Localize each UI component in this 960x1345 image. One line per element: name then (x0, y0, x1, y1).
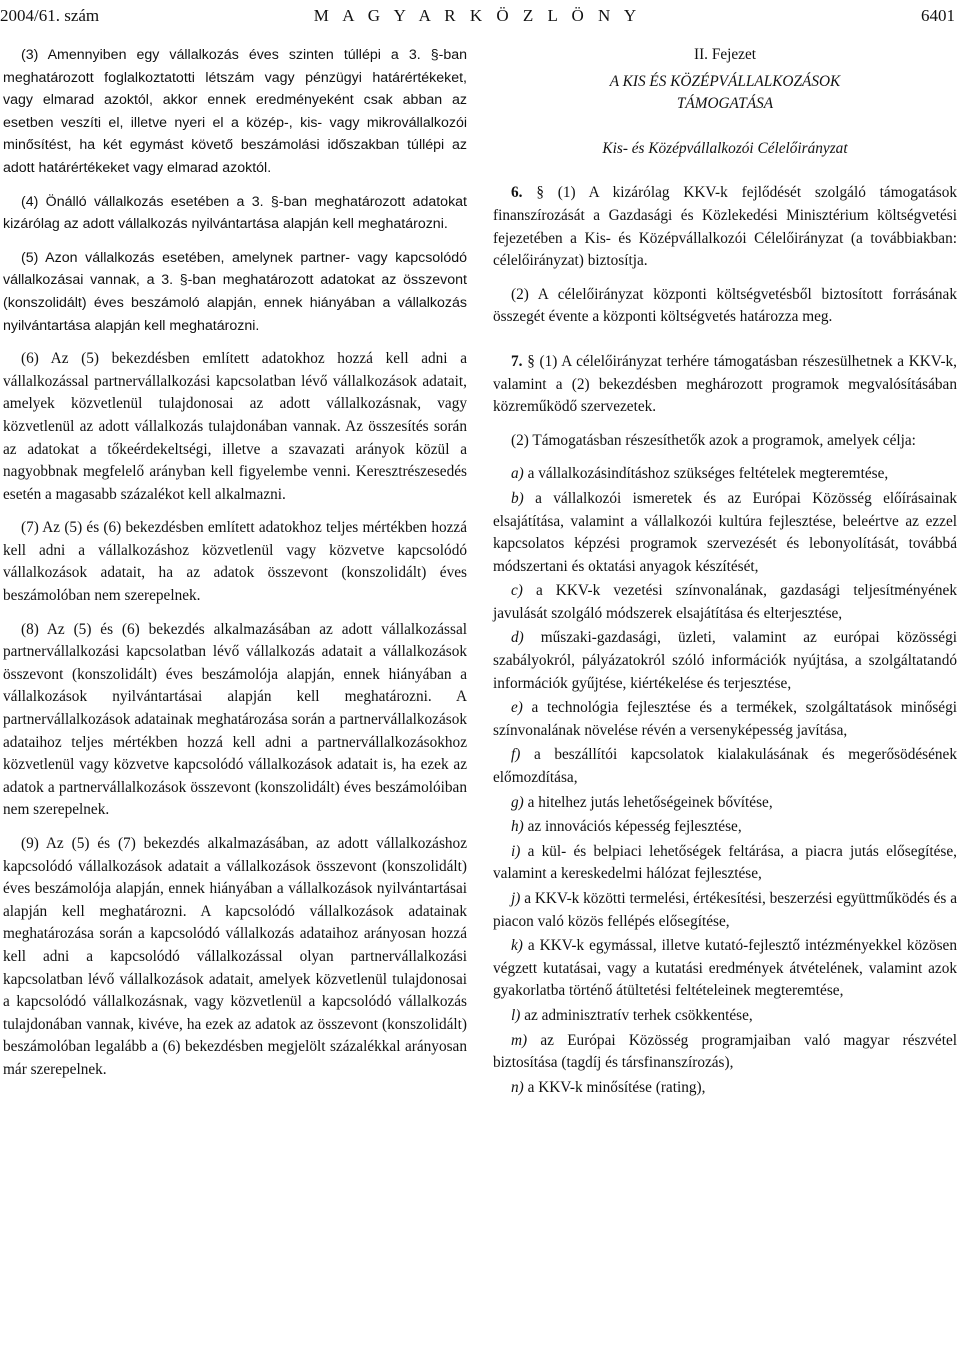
list-item-letter: n) (511, 1078, 524, 1096)
page-number: 6401 (921, 6, 955, 25)
list-item-text: műszaki-gazdasági, üzleti, valamint az európai közösségi szabályokról, pályázatokról szóló információk nyújtása, a szolgáltatandó információk gyűjtése, kiértékelése és terjesztése, (493, 629, 957, 692)
list-item-text: a technológia fejlesztése és a termékek, szolgáltatások minőségi színvonalának növelése révén a versenyképesség javítása, (493, 699, 957, 739)
list-item-text: a vállalkozásindításhoz szükséges feltételek megteremtése, (527, 465, 889, 483)
list-item-letter: b) (511, 489, 524, 507)
list-item-letter: a) (511, 465, 524, 483)
list-item-text: az innovációs képesség fejlesztése, (527, 818, 742, 836)
list-item (493, 888, 957, 933)
list-item (493, 1030, 957, 1075)
list-item-text: a vállalkozói ismeretek és az Európai Közösség előírásainak elsajátítása, valamint a vállalkozói kultúra fejlesztése, beleértve az ezzel kapcsolatos képzési programok szervezését és lebonyolítását, továbbá módszertani és oktatási anyagok készítését, (493, 489, 958, 575)
list-item-letter: l) (511, 1006, 521, 1024)
list-item-text: a beszállítói kapcsolatok kialakulásának és megerősödésének előmozdítása, (493, 746, 957, 787)
list-item-letter: g) (511, 793, 524, 811)
section-subtitle: Kis- és Középvállalkozói Célelőirányzat (602, 139, 848, 157)
section-number: 6. (511, 184, 523, 202)
list-item-text: a kül- és belpiaci lehetőségek feltárása, a piacra jutás elősegítése, valamint a kereskedelmi hálózat fejlesztése, (493, 842, 958, 883)
list-item-text: a KKV-k közötti termelési, értékesítési, beszerzési együttműködés és a piacon való közös fellépés elősegítése, (493, 890, 957, 930)
chapter-title-line1: A KIS ÉS KÖZÉPVÁLLALKOZÁSOK (609, 72, 841, 90)
paragraph: (3) Amennyiben egy vállalkozás éves szinten túllépi a 3. §-ban meghatározott foglalkoztatotti létszám vagy pénzügyi határértékeket, vagy elmarad azoktól, akkor ennek eredményeként csak abban az esetben veszíti el, illetve nyeri el a közép-, kis- vagy mikrovállalkozói minősítést, ha két egymást követő beszámolási időszakban túllépi az adott határértékeket vagy elmarad azoktól. (3, 47, 467, 176)
section-7-paragraph-2: (2) Támogatásban részesíthetők azok a programok, amelyek célja: (511, 431, 916, 449)
paragraph: (5) Azon vállalkozás esetében, amelynek partner- vagy kapcsolódó vállalkozásai vannak, a 3. §-ban meghatározott adatokat az összevont (konszolidált) éves beszámoló alapján, ennek hiányában a vállalkozás nyilvántartása alapján kell meghatározni. (3, 249, 467, 334)
list-item (493, 463, 957, 486)
chapter-heading: II. Fejezet (693, 46, 756, 63)
program-list (493, 463, 957, 1099)
list-item (493, 816, 957, 839)
section-6-paragraph-1: 6. § (1) A kizárólag KKV-k fejlődését szolgáló támogatások finanszírozását a Gazdasági és Közlekedési Minisztérium költségvetési fejezetében a Kis- és Középvállalkozói Célelőirányzat (a továbbiakban: célelőirányzat) biztosítja. (493, 184, 957, 270)
list-item-letter: f) (511, 746, 521, 764)
list-item-text: a KKV-k minősítése (rating), (527, 1078, 706, 1096)
left-column (3, 44, 467, 1093)
list-item (493, 792, 957, 815)
publication-title: M A G Y A R K Ö Z L Ö N Y (313, 6, 642, 25)
list-item-letter: m) (511, 1031, 528, 1049)
page-header (0, 6, 955, 26)
list-item-letter: h) (511, 818, 524, 836)
list-item-text: a hitelhez jutás lehetőségeinek bővítése, (527, 793, 773, 811)
list-item-letter: j) (511, 890, 521, 907)
list-item (493, 1005, 957, 1028)
list-item (493, 580, 957, 625)
list-item-letter: i) (511, 842, 521, 860)
list-item-letter: d) (511, 629, 524, 647)
chapter-title-line2: TÁMOGATÁSA (676, 95, 774, 113)
section-number: 7. (511, 352, 523, 370)
list-item (493, 697, 957, 742)
section-7-paragraph-1: 7. § (1) A célelőirányzat terhére támogatásban részesülhetnek a KKV-k, valamint a (2) bekezdésben meghározott programok megvalósításában közreműködő szervezetek. (493, 352, 958, 416)
list-item (493, 841, 957, 886)
list-item-text: a KKV-k vezetési színvonalának, gazdasági teljesítményének javulását szolgáló módszerek elsajátítása és elterjesztése, (493, 582, 957, 622)
paragraph: (9) Az (5) és (7) bekezdés alkalmazásában, az adott vállalkozáshoz kapcsolódó vállalkozások adatait a vállalkozások összevont (konszolidált) éves beszámolója alapján, ennek hiányában a vállalkozások nyilvántartásai alapján kell meghatározni. A kapcsolódó vállalkozások adatainak meghatározása során a kapcsolódó vállalkozás adataihoz arányosan hozzá kell adni a kapcsolódó vállalkozással olyan partnervállalkozási kapcsolatban lévő vállalkozások adatait, amelyek közvetlenül tulajdonosai a kapcsolódó vállalkozásnak, vagy közvetlenül a kapcsolódó vállalkozás tulajdonában vannak, kivéve, ha ezek az adatok az összevont (konszolidált) beszámolóban legalább a (6) bekezdésben megjelölt százalékkal arányosan már szerepelnek. (3, 835, 467, 1078)
list-item (493, 744, 957, 789)
list-item (493, 935, 957, 1003)
paragraph: (6) Az (5) bekezdésben említett adatokhoz hozzá kell adni a vállalkozással partnervállalkozási kapcsolatban lévő vállalkozások adatait, amelyek közvetlenül tulajdonosai az adott vállalkozásnak, vagy közvetlenül az adott vállalkozás tulajdonában vannak. Az összesítés során az adatokat a tőkeérdekeltségi, illetve a szavazati arányok közül a nagyobbnak megfelelő arányban kell figyelembe venni. Keresztrészesedés esetén a magasabb százalékot kell alkalmazni. (3, 350, 467, 503)
list-item-text: az Európai Közösség programjaiban való magyar részvétel biztosítása (tagdíj és társfinanszírozás), (493, 1031, 957, 1072)
paragraph: (7) Az (5) és (6) bekezdésben említett adatokhoz teljes mértékben hozzá kell adni a vállalkozáshoz közvetlenül vagy közvetve kapcsolódó vállalkozások adatait, ha az adatok összevont (konszolidált) éves beszámolóban nem szerepelnek. (3, 519, 467, 605)
paragraph: (4) Önálló vállalkozás esetében a 3. §-ban meghatározott adatokat kizárólag az adott vállalkozás nyilvántartása alapján kell meghatározni. (3, 193, 467, 233)
paragraph: (8) Az (5) és (6) bekezdés alkalmazásában az adott vállalkozással partnervállalkozási kapcsolatban lévő vállalkozás adatait a vállalkozások összevont (konszolidált) éves beszámolója alapján, ennek hiányában a vállalkozások nyilvántartásai alapján kell meghatározni. A partnervállalkozások adatainak meghatározása során a partnervállalkozások adataihoz teljes mértékben hozzá kell adni a partnervállalkozásokhoz közvetlenül vagy közvetve kapcsolódó vállalkozások adatait is, ha ezek az adatok a partnervállalkozások összevont (konszolidált) éves beszámolóiban nem szerepelnek. (3, 620, 467, 819)
list-item-letter: k) (511, 937, 523, 955)
list-item-letter: e) (511, 699, 523, 717)
section-6-paragraph-2: (2) A célelőirányzat központi költségvetésből biztosított forrásának összegét évente a központi költségvetés határozza meg. (493, 285, 957, 326)
list-item-text: a KKV-k egymással, illetve kutató-fejlesztő intézményekkel közösen végzett kutatásai, vagy a kutatási eredmények átvételének, valamint azok gyakorlatba történő átültetési feltételeinek megteremtése, (493, 937, 957, 1000)
list-item (493, 627, 957, 695)
list-item-text: az adminisztratív terhek csökkentése, (524, 1006, 753, 1024)
right-column (493, 44, 957, 1101)
list-item (493, 1077, 957, 1100)
issue-number: 2004/61. szám (0, 6, 100, 25)
list-item-letter: c) (511, 582, 523, 600)
list-item (493, 488, 957, 578)
